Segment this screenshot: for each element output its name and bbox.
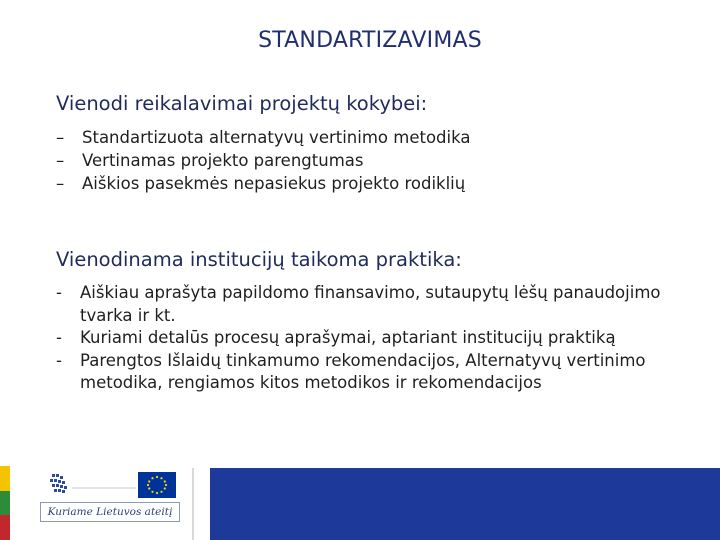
footer-logo	[40, 470, 180, 526]
list-item-text: Aiškios pasekmės nepasiekus projekto rodiklių	[82, 174, 466, 193]
dash-bullet: –	[56, 151, 65, 170]
section2-list	[56, 282, 666, 395]
list-item-text: Aiškiau aprašyta papildomo finansavimo, sutaupytų lėšų panaudojimo tvarka ir kt.	[80, 283, 661, 325]
list-item	[56, 149, 676, 172]
list-item-text: Parengtos Išlaidų tinkamumo rekomendacijos, Alternatyvų vertinimo metodika, rengiamos kitos metodikos ir rekomendacijos	[80, 350, 646, 392]
flag-stripe-green	[0, 491, 10, 516]
flag-stripe-red	[0, 515, 10, 540]
dash-bullet: –	[56, 128, 65, 147]
list-item	[56, 282, 666, 327]
list-item-text: Kuriami detalūs procesų aprašymai, aptariant institucijų praktiką	[80, 328, 616, 347]
dash-bullet: –	[56, 174, 65, 193]
list-item	[56, 126, 676, 149]
section1-heading: Vienodi reikalavimai projektų kokybei:	[56, 92, 428, 115]
list-item	[56, 172, 676, 195]
dash-bullet: -	[56, 350, 62, 370]
footer-divider	[192, 468, 194, 540]
section2-heading: Vienodinama institucijų taikoma praktika:	[56, 248, 462, 271]
lithuanian-flag-stripes	[0, 466, 10, 540]
slide-title: STANDARTIZAVIMAS	[258, 28, 482, 53]
section1-list	[56, 126, 676, 195]
list-item-text: Vertinamas projekto parengtumas	[82, 151, 364, 170]
flag-stripe-yellow	[0, 466, 10, 491]
list-item	[56, 327, 666, 350]
eu-flag-icon	[138, 472, 176, 498]
ministry-emblem-icon	[40, 470, 140, 500]
dash-bullet: -	[56, 283, 62, 302]
footer-blue-band	[210, 468, 720, 540]
list-item	[56, 350, 666, 395]
ministry-logo	[40, 470, 180, 500]
slogan-text: Kuriame Lietuvos ateitį	[40, 502, 180, 522]
dash-bullet: -	[56, 328, 62, 347]
list-item-text: Standartizuota alternatyvų vertinimo metodika	[82, 128, 471, 147]
